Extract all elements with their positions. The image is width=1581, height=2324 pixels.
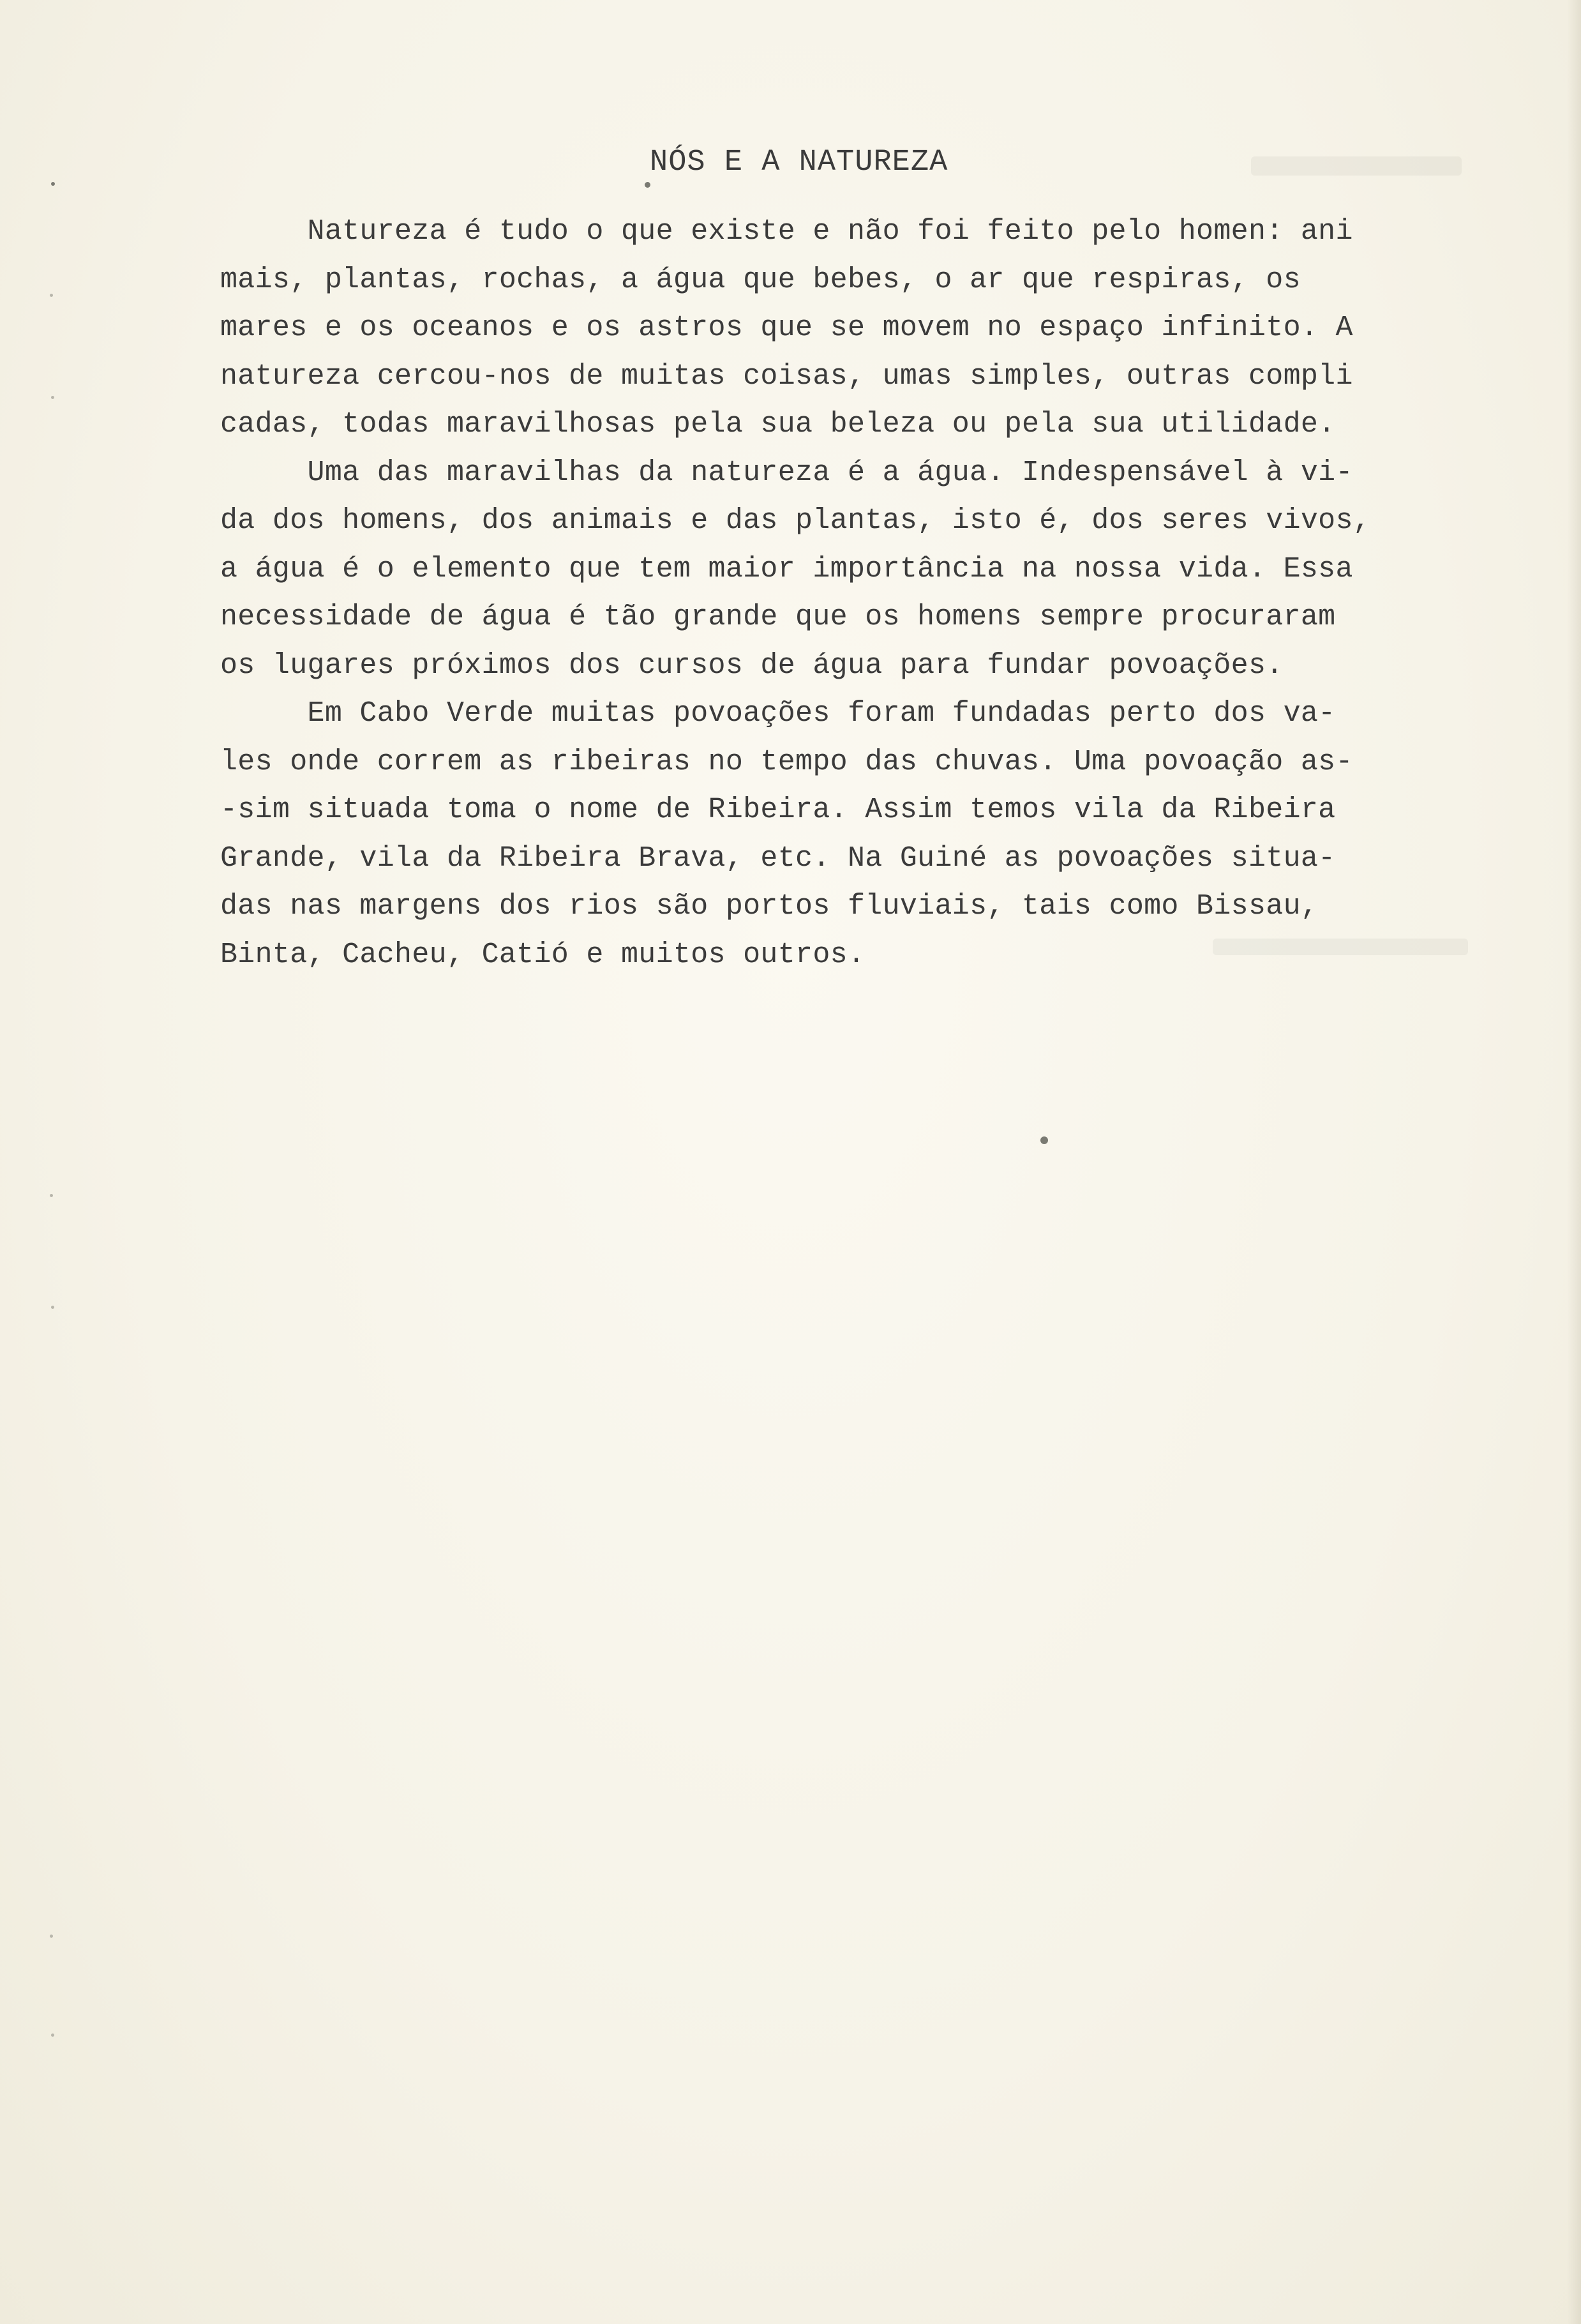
page-edge-shadow <box>1567 0 1581 2324</box>
margin-speck <box>50 294 53 297</box>
text-line: -sim situada toma o nome de Ribeira. Assim temos vila da Ribeira <box>220 794 1336 826</box>
text-line: mais, plantas, rochas, a água que bebes, o ar que respiras, os <box>220 263 1301 296</box>
margin-speck <box>51 1306 54 1309</box>
text-line: Em Cabo Verde muitas povoações foram fundadas perto dos va- <box>220 697 1336 730</box>
text-line: a água é o elemento que tem maior importância na nossa vida. Essa <box>220 552 1353 585</box>
text-line: mares e os oceanos e os astros que se movem no espaço infinito. A <box>220 312 1353 344</box>
text-line: da dos homens, dos animais e das plantas, isto é, dos seres vivos, <box>220 504 1371 537</box>
text-line: Grande, vila da Ribeira Brava, etc. Na Guiné as povoações situa- <box>220 841 1336 875</box>
paper-speck <box>1040 1136 1048 1144</box>
margin-speck <box>51 396 54 399</box>
document-body <box>220 207 1503 979</box>
text-line: Uma das maravilhas da natureza é a água. Indespensável à vi- <box>220 456 1353 489</box>
text-line: das nas margens dos rios são portos fluviais, tais como Bissau, <box>220 890 1319 923</box>
text-line: les onde correm as ribeiras no tempo das chuvas. Uma povoação as- <box>220 745 1353 778</box>
margin-speck <box>51 182 55 186</box>
bleed-through-mark <box>1251 156 1462 176</box>
margin-speck <box>50 1935 53 1938</box>
text-line: cadas, todas maravilhosas pela sua beleza ou pela sua utilidade. <box>220 408 1336 441</box>
paper-speck <box>645 182 650 188</box>
text-line: Natureza é tudo o que existe e não foi feito pelo homen: ani <box>220 215 1353 248</box>
margin-speck <box>51 2033 54 2037</box>
text-line: natureza cercou-nos de muitas coisas, umas simples, outras compli <box>220 359 1353 393</box>
text-line: necessidade de água é tão grande que os homens sempre procuraram <box>220 601 1336 633</box>
document-title: NÓS E A NATUREZA <box>650 146 948 179</box>
margin-speck <box>50 1194 53 1197</box>
text-line: os lugares próximos dos cursos de água para fundar povoações. <box>220 649 1284 682</box>
text-line: Binta, Cacheu, Catió e muitos outros. <box>220 938 865 971</box>
